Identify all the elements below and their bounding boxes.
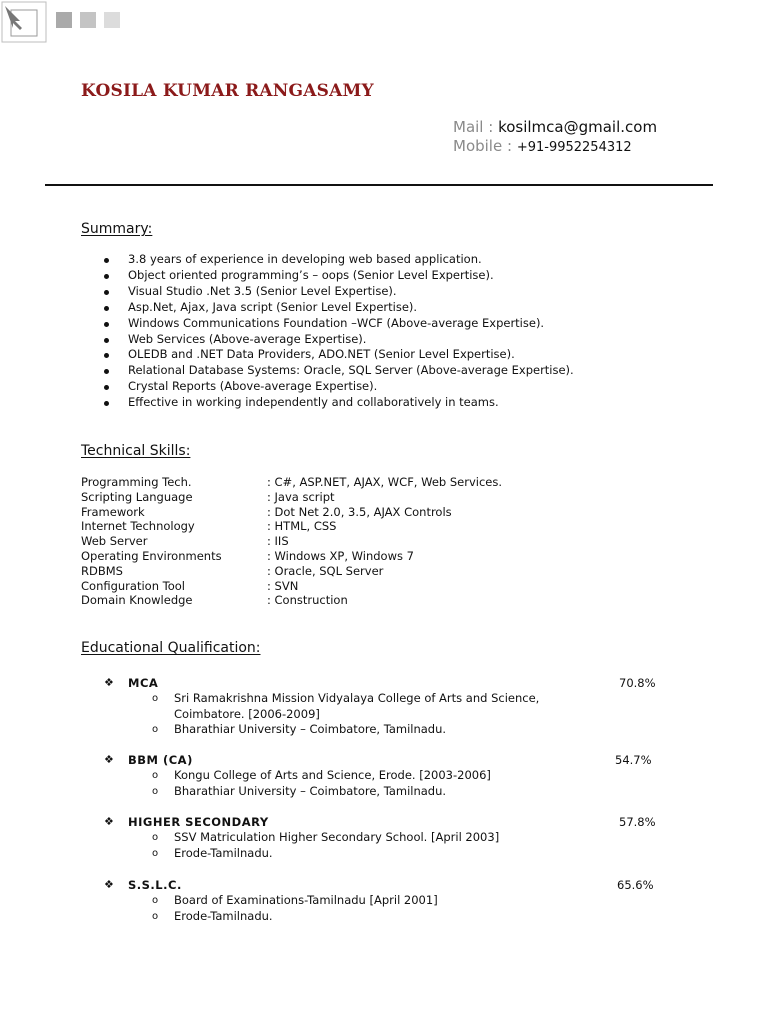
list-item: Asp.Net, Ajax, Java script (Senior Level Expertise). xyxy=(103,300,663,316)
edu-line: Erode-Tamilnadu. xyxy=(174,845,273,860)
summary-list xyxy=(103,252,663,411)
mail-label: Mail : xyxy=(453,118,494,136)
edu-line: Bharathiar University – Coimbatore, Tamilnadu. xyxy=(174,722,447,737)
list-item xyxy=(104,768,664,784)
logo-icon xyxy=(0,0,130,48)
skill-value: : SVN xyxy=(267,578,299,593)
edu-line: Board of Examinations-Tamilnadu [April 2001] xyxy=(174,893,438,907)
skill-key: Operating Environments xyxy=(81,548,222,563)
list-item xyxy=(104,893,664,909)
list-item xyxy=(104,846,664,862)
list-item xyxy=(104,784,664,800)
list-item xyxy=(104,691,664,707)
mail-value[interactable]: kosilmca@gmail.com xyxy=(498,118,658,136)
mobile-row xyxy=(453,137,657,157)
degree-name: S.S.L.C. xyxy=(128,878,182,892)
table-row xyxy=(81,579,502,594)
diamond-bullet-icon: ❖ xyxy=(104,878,114,891)
education-heading: Educational Qualification: xyxy=(81,640,261,656)
table-row xyxy=(81,490,502,505)
edu-line: Sri Ramakrishna Mission Vidyalaya College of Arts and Science, xyxy=(174,691,540,705)
table-row xyxy=(81,549,502,564)
mobile-label: Mobile : xyxy=(453,137,513,155)
skills-heading: Technical Skills: xyxy=(81,443,191,459)
skill-value: : Oracle, SQL Server xyxy=(267,563,384,578)
edu-line: Erode-Tamilnadu. xyxy=(174,908,273,923)
degree-percent: 70.8% xyxy=(619,676,656,690)
circle-bullet-icon: o xyxy=(152,770,159,781)
list-item xyxy=(104,722,664,738)
mobile-value: +91-9952254312 xyxy=(516,140,632,155)
list-item: 3.8 years of experience in developing web based application. xyxy=(103,252,663,268)
degree-percent: 65.6% xyxy=(617,878,654,892)
list-item: OLEDB and .NET Data Providers, ADO.NET (Senior Level Expertise). xyxy=(103,347,663,363)
skill-value: : Dot Net 2.0, 3.5, AJAX Controls xyxy=(267,504,452,519)
edu-line: SSV Matriculation Higher Secondary School. [April 2003] xyxy=(174,830,500,844)
degree-percent: 57.8% xyxy=(619,815,656,829)
education-entry-higher-secondary xyxy=(104,814,664,861)
skill-key: Web Server xyxy=(81,534,148,549)
table-row xyxy=(81,593,502,608)
skill-key: Framework xyxy=(81,504,145,519)
list-item xyxy=(104,909,664,925)
list-item: Object oriented programming’s – oops (Senior Level Expertise). xyxy=(103,268,663,284)
mail-row xyxy=(453,118,657,137)
edu-line: Kongu College of Arts and Science, Erode. [2003-2006] xyxy=(174,768,491,782)
skill-value: : Windows XP, Windows 7 xyxy=(267,548,414,563)
candidate-name: KOSILA KUMAR RANGASAMY xyxy=(81,81,374,101)
skill-value: : Java script xyxy=(267,489,335,504)
circle-bullet-icon: o xyxy=(152,693,159,704)
circle-bullet-icon: o xyxy=(152,832,159,843)
education-entry-sslc xyxy=(104,877,664,924)
skill-value: : HTML, CSS xyxy=(267,519,337,534)
skill-key: Scripting Language xyxy=(81,489,193,504)
edu-line: Coimbatore. [2006-2009] xyxy=(174,706,320,721)
list-item xyxy=(104,830,664,846)
table-row xyxy=(81,505,502,520)
table-row xyxy=(81,564,502,579)
table-row xyxy=(81,534,502,549)
list-item: Visual Studio .Net 3.5 (Senior Level Expertise). xyxy=(103,284,663,300)
contact-block xyxy=(453,118,657,157)
skill-value: : C#, ASP.NET, AJAX, WCF, Web Services. xyxy=(267,475,502,489)
diamond-bullet-icon: ❖ xyxy=(104,815,114,828)
circle-bullet-icon: o xyxy=(152,910,159,922)
list-item: Effective in working independently and collaboratively in teams. xyxy=(103,395,663,411)
skills-table xyxy=(81,475,502,608)
skill-key: Internet Technology xyxy=(81,519,195,534)
list-item: Web Services (Above-average Expertise). xyxy=(103,332,663,348)
table-row xyxy=(81,519,502,534)
table-row xyxy=(81,475,502,490)
summary-heading: Summary: xyxy=(81,221,153,237)
degree-name: HIGHER SECONDARY xyxy=(128,815,269,829)
list-item: Relational Database Systems: Oracle, SQL Server (Above-average Expertise). xyxy=(103,363,663,379)
header-divider xyxy=(45,184,713,186)
skill-key: Domain Knowledge xyxy=(81,593,193,608)
degree-name: MCA xyxy=(128,676,159,690)
list-item: Crystal Reports (Above-average Expertise). xyxy=(103,379,663,395)
degree-name: BBM (CA) xyxy=(128,753,193,767)
edu-line: Bharathiar University – Coimbatore, Tamilnadu. xyxy=(174,783,447,798)
skill-key: Configuration Tool xyxy=(81,578,185,593)
circle-bullet-icon: o xyxy=(152,895,159,906)
list-item xyxy=(104,707,664,723)
skill-value: : IIS xyxy=(267,534,289,549)
circle-bullet-icon: o xyxy=(152,847,159,859)
education-entry-bbm xyxy=(104,752,664,799)
circle-bullet-icon: o xyxy=(152,724,159,736)
list-item: Windows Communications Foundation –WCF (Above-average Expertise). xyxy=(103,316,663,332)
circle-bullet-icon: o xyxy=(152,785,159,797)
diamond-bullet-icon: ❖ xyxy=(104,676,114,689)
skill-key: Programming Tech. xyxy=(81,475,192,489)
education-entry-mca xyxy=(104,675,664,738)
degree-percent: 54.7% xyxy=(615,753,652,767)
skill-key: RDBMS xyxy=(81,563,123,578)
diamond-bullet-icon: ❖ xyxy=(104,753,114,766)
skill-value: : Construction xyxy=(267,593,348,608)
